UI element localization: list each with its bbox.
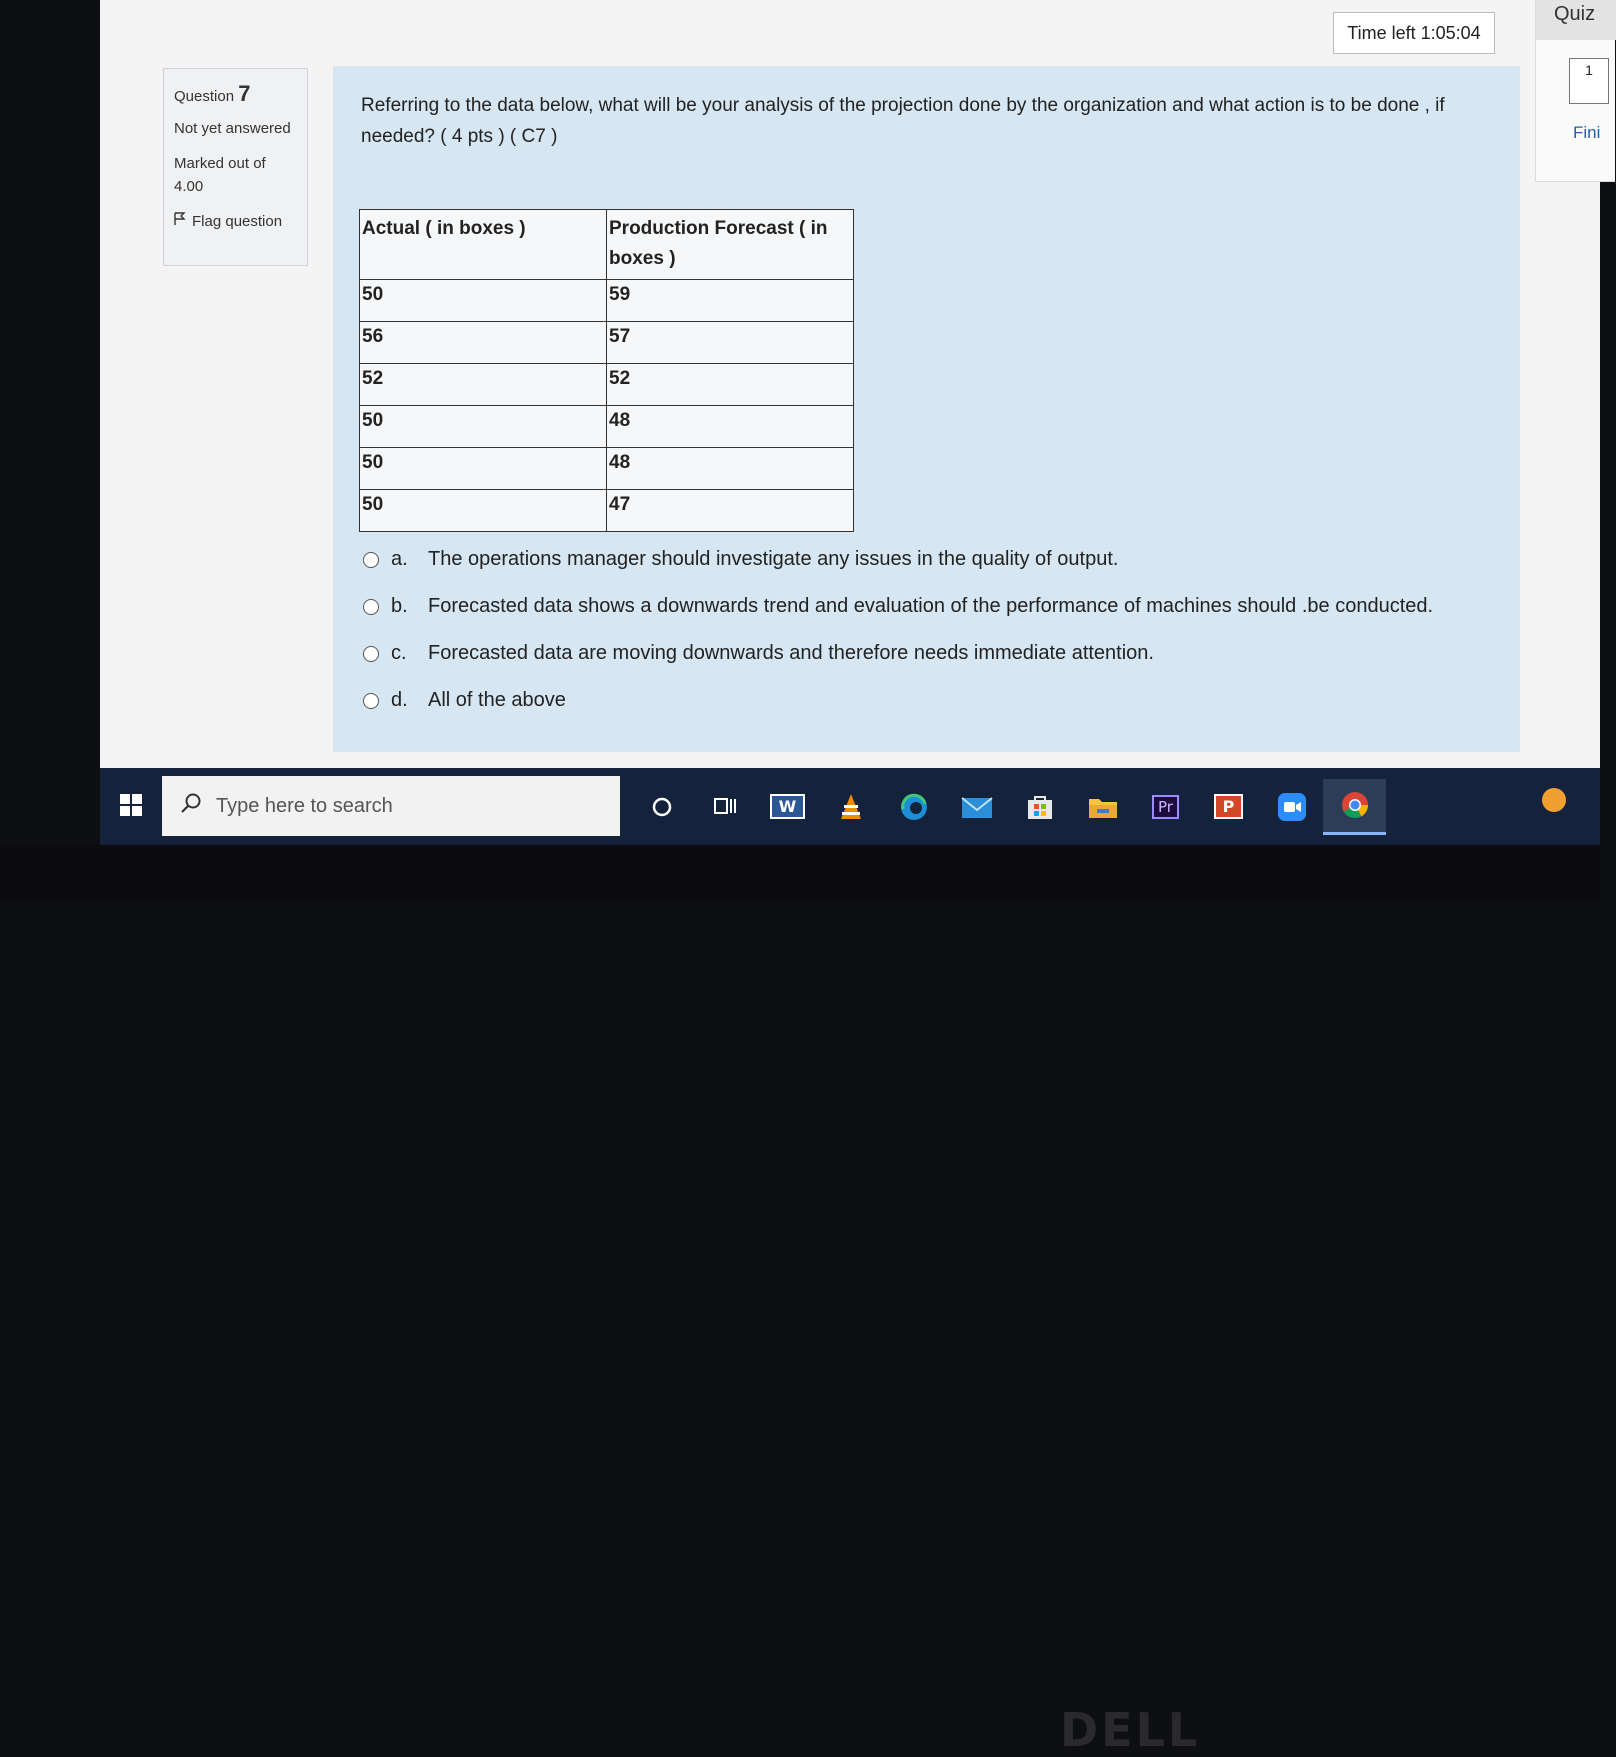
table-row [360, 490, 854, 532]
quiz-navigation [1535, 0, 1615, 182]
data-table [359, 209, 854, 532]
answer-options [363, 536, 1433, 724]
option-text: All of the above [428, 689, 566, 711]
taskbar [100, 768, 1600, 845]
answer-option-d[interactable] [363, 677, 1433, 724]
table-row [360, 280, 854, 322]
table-cell: 50 [360, 490, 607, 532]
task-view-icon[interactable] [693, 779, 756, 835]
question-label: Question [174, 88, 235, 105]
radio-button[interactable] [363, 552, 379, 568]
table-cell: 47 [607, 490, 854, 532]
table-cell: 57 [607, 322, 854, 364]
zoom-icon[interactable] [1260, 779, 1323, 835]
option-text: Forecasted data shows a downwards trend and evaluation of the performance of machines should .be conducted. [428, 595, 1434, 617]
search-icon [180, 792, 202, 820]
table-cell: 52 [607, 364, 854, 406]
option-text: Forecasted data are moving downwards and therefore needs immediate attention. [428, 642, 1154, 664]
table-cell: 59 [607, 280, 854, 322]
question-info [163, 68, 308, 266]
question-grade: Marked out of 4.00 [174, 155, 266, 195]
table-row [360, 364, 854, 406]
table-cell: 48 [607, 448, 854, 490]
store-icon[interactable] [1008, 779, 1071, 835]
option-letter: c. [391, 642, 407, 664]
notification-icon[interactable] [1542, 788, 1566, 812]
monitor-bezel [0, 845, 1600, 1757]
option-letter: b. [391, 595, 408, 617]
finish-attempt-link[interactable]: Fini [1573, 123, 1601, 142]
table-cell: 50 [360, 406, 607, 448]
table-header-forecast: Production Forecast ( in boxes ) [607, 210, 854, 280]
option-letter: d. [391, 689, 408, 711]
table-cell: 52 [360, 364, 607, 406]
flag-question-button[interactable] [174, 212, 297, 230]
option-letter: a. [391, 548, 408, 570]
taskbar-apps [630, 768, 1386, 845]
edge-icon[interactable] [882, 779, 945, 835]
search-placeholder: Type here to search [216, 794, 393, 817]
question-number-value: 7 [238, 81, 251, 106]
answer-option-b[interactable] [363, 583, 1433, 630]
start-button[interactable] [100, 780, 162, 835]
flag-icon [174, 212, 186, 230]
question-text: Referring to the data below, what will be your analysis of the projection done by the organization and what action is to be done , if needed? ( 4 pts ) ( C7 ) [361, 95, 1445, 147]
chrome-icon[interactable] [1323, 779, 1386, 835]
premiere-icon-label: Pr [1152, 795, 1179, 819]
flag-question-label: Flag question [192, 212, 283, 230]
time-left: Time left 1:05:04 [1333, 12, 1495, 54]
question-state: Not yet answered [174, 120, 291, 137]
premiere-icon[interactable] [1134, 779, 1197, 835]
powerpoint-icon-label: P [1214, 794, 1244, 819]
powerpoint-icon[interactable] [1197, 779, 1260, 835]
table-cell: 50 [360, 448, 607, 490]
table-row [360, 448, 854, 490]
table-row [360, 406, 854, 448]
table-row [360, 322, 854, 364]
answer-option-a[interactable] [363, 536, 1433, 583]
question-number [174, 81, 297, 107]
table-cell: 48 [607, 406, 854, 448]
cortana-icon[interactable] [630, 779, 693, 835]
screen [100, 0, 1600, 845]
table-header-actual: Actual ( in boxes ) [360, 210, 607, 280]
word-icon-label: W [770, 794, 806, 819]
question-panel [333, 66, 1520, 752]
quiz-navigation-title: Quiz [1536, 0, 1616, 40]
option-text: The operations manager should investigate any issues in the quality of output. [428, 548, 1119, 570]
taskbar-search[interactable] [162, 776, 620, 836]
answer-option-c[interactable] [363, 630, 1433, 677]
monitor-logo: DELL [1060, 1703, 1201, 1757]
radio-button[interactable] [363, 646, 379, 662]
table-cell: 50 [360, 280, 607, 322]
table-header-row [360, 210, 854, 280]
radio-button[interactable] [363, 599, 379, 615]
word-icon[interactable] [756, 779, 819, 835]
vlc-icon[interactable] [819, 779, 882, 835]
radio-button[interactable] [363, 693, 379, 709]
quiz-nav-question-button[interactable]: 1 [1569, 58, 1609, 104]
table-cell: 56 [360, 322, 607, 364]
windows-icon [120, 794, 142, 821]
mail-icon[interactable] [945, 779, 1008, 835]
file-explorer-icon[interactable] [1071, 779, 1134, 835]
